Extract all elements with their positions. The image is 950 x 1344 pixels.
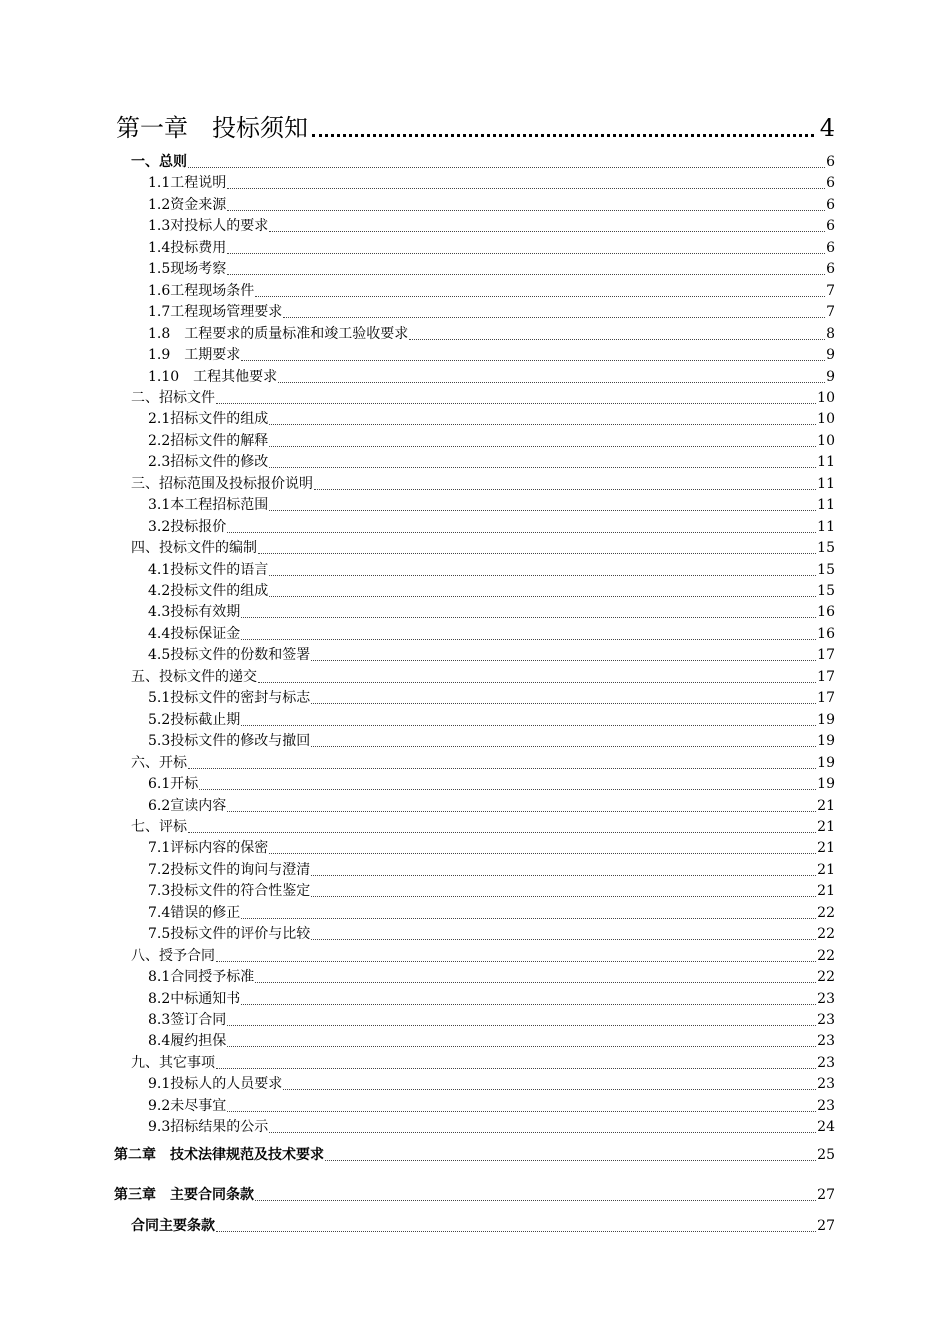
- toc-entry-title: 第三章 主要合同条款: [114, 1187, 254, 1203]
- dot-leader: [269, 592, 816, 597]
- toc-entry[interactable]: [148, 625, 835, 643]
- toc-entry-page-number: 22: [817, 904, 835, 921]
- toc-entry-title: 5.1投标文件的密封与标志: [148, 690, 311, 707]
- toc-entry-title: 八、授予合同: [131, 947, 215, 964]
- toc-entry[interactable]: [148, 260, 835, 278]
- toc-entry-title: 4.2投标文件的组成: [148, 583, 269, 599]
- toc-entry[interactable]: [148, 239, 835, 257]
- dot-leader: [216, 957, 816, 962]
- toc-entry[interactable]: [148, 732, 835, 750]
- dot-leader: [227, 528, 816, 533]
- dot-leader: [241, 914, 816, 919]
- toc-entry-page-number: 17: [817, 668, 835, 685]
- toc-entry-page-number: 21: [817, 797, 835, 814]
- dot-leader: [258, 549, 816, 554]
- dot-leader: [269, 1128, 816, 1133]
- toc-entry-page-number: 23: [817, 1012, 835, 1028]
- toc-entry[interactable]: [148, 1118, 835, 1136]
- toc-entry-page-number: 25: [817, 1147, 835, 1163]
- dot-leader: [227, 249, 825, 254]
- toc-entry-page-number: 21: [817, 840, 835, 857]
- dot-leader: [188, 828, 816, 833]
- toc-entry[interactable]: [148, 325, 835, 343]
- dot-leader: [227, 184, 825, 189]
- toc-entry-title: 8.2中标通知书: [148, 990, 241, 1007]
- toc-entry[interactable]: [148, 990, 835, 1008]
- toc-entry-title: 合同主要条款: [131, 1218, 215, 1234]
- toc-entry-page-number: 9: [826, 368, 835, 385]
- toc-entry[interactable]: [148, 303, 835, 321]
- toc-entry-page-number: 6: [826, 196, 835, 213]
- toc-entry[interactable]: [114, 1186, 835, 1204]
- toc-entry[interactable]: [148, 711, 835, 729]
- dot-leader: [269, 849, 816, 854]
- dot-leader: [325, 1156, 816, 1161]
- dot-leader: [227, 270, 825, 275]
- toc-entry-title: 1.10 工程其他要求: [148, 368, 278, 385]
- toc-entry[interactable]: [148, 410, 835, 428]
- toc-entry[interactable]: [114, 1146, 835, 1164]
- dot-leader: [227, 1021, 816, 1026]
- toc-entry-title: 7.2投标文件的询问与澄清: [148, 861, 311, 878]
- toc-entry-title: 2.2招标文件的解释: [148, 432, 269, 449]
- dot-leader: [314, 485, 816, 490]
- toc-entry-page-number: 7: [826, 282, 835, 299]
- toc-entry-title: 3.2投标报价: [148, 518, 227, 535]
- toc-entry-title: 1.9 工期要求: [148, 347, 241, 364]
- toc-entry[interactable]: [131, 947, 835, 965]
- dot-leader: [269, 420, 816, 425]
- toc-entry-page-number: 8: [826, 325, 835, 342]
- dot-leader: [227, 1107, 816, 1112]
- toc-entry-title: 9.2未尽事宜: [148, 1097, 227, 1114]
- toc-entry-title: 三、招标范围及投标报价说明: [131, 475, 313, 492]
- toc-entry-page-number: 6: [826, 218, 835, 235]
- toc-entry-title: 1.4投标费用: [148, 239, 227, 256]
- toc-entry[interactable]: [148, 925, 835, 943]
- toc-entry-title: 2.1招标文件的组成: [148, 411, 269, 428]
- toc-entry-title: 1.3对投标人的要求: [148, 218, 269, 235]
- toc-entry-page-number: 22: [817, 947, 835, 964]
- toc-entry-page-number: 23: [817, 1054, 835, 1071]
- toc-entry-page-number: 10: [817, 432, 835, 449]
- toc-entry[interactable]: [131, 818, 835, 836]
- toc-entry-page-number: 19: [817, 776, 835, 793]
- toc-entry-page-number: 11: [817, 518, 835, 535]
- toc-entry-title: 8.1合同授予标准: [148, 969, 255, 986]
- toc-entry-title: 7.4错误的修正: [148, 904, 241, 921]
- dot-leader: [241, 1000, 816, 1005]
- toc-entry-page-number: 11: [817, 454, 835, 471]
- toc-entry-page-number: 23: [817, 990, 835, 1007]
- toc-entry-page-number: 23: [817, 1097, 835, 1114]
- toc-entry-title: 1.1工程说明: [148, 175, 227, 192]
- toc-entry[interactable]: [148, 882, 835, 900]
- dot-leader: [269, 227, 825, 232]
- dot-leader: [255, 978, 816, 983]
- dot-leader: [258, 678, 816, 683]
- toc-entry-page-number: 10: [817, 389, 835, 406]
- dot-leader: [199, 785, 816, 790]
- dot-leader: [311, 892, 816, 897]
- toc-entry-page-number: 7: [826, 304, 835, 321]
- toc-entry-title: 7.5投标文件的评价与比较: [148, 926, 311, 943]
- toc-entry-page-number: 10: [817, 411, 835, 428]
- dot-leader: [188, 163, 825, 168]
- toc-entry-page-number: 15: [817, 583, 835, 599]
- toc-entry[interactable]: [148, 196, 835, 214]
- toc-entry-page-number: 22: [817, 969, 835, 986]
- toc-entry[interactable]: [131, 475, 835, 493]
- toc-entry-title: 1.2资金来源: [148, 196, 227, 213]
- dot-leader: [216, 399, 816, 404]
- toc-entry-title: 4.1投标文件的语言: [148, 561, 269, 578]
- toc-entry[interactable]: [131, 389, 835, 407]
- toc-entry[interactable]: [148, 282, 835, 300]
- toc-entry[interactable]: [148, 689, 835, 707]
- toc-entry-page-number: 15: [817, 540, 835, 557]
- toc-entry[interactable]: [116, 113, 835, 143]
- toc-entry-title: 第一章 投标须知: [116, 114, 308, 142]
- toc-entry-page-number: 21: [817, 818, 835, 835]
- toc-entry-page-number: 22: [817, 926, 835, 943]
- toc-entry-page-number: 17: [817, 647, 835, 664]
- dot-leader: [241, 635, 816, 640]
- dot-leader: [241, 721, 816, 726]
- dot-leader: [311, 699, 816, 704]
- toc-entry[interactable]: [148, 561, 835, 579]
- toc-entry[interactable]: [148, 368, 835, 386]
- toc-entry-title: 四、投标文件的编制: [131, 540, 257, 557]
- toc-entry-page-number: 6: [826, 239, 835, 256]
- dot-leader: [278, 378, 825, 383]
- dot-leader: [227, 206, 825, 211]
- dot-leader: [188, 764, 816, 769]
- toc-entry[interactable]: [131, 1217, 835, 1235]
- toc-entry-title: 6.2宣读内容: [148, 797, 227, 814]
- toc-entry-page-number: 23: [817, 1033, 835, 1050]
- toc-entry-title: 4.3投标有效期: [148, 604, 241, 621]
- dot-leader: [283, 313, 825, 318]
- toc-entry-page-number: 15: [817, 561, 835, 578]
- dot-leader: [241, 613, 816, 618]
- dot-leader: [269, 571, 816, 576]
- toc-entry-title: 六、开标: [131, 754, 187, 771]
- dot-leader: [216, 1064, 816, 1069]
- dot-leader: [241, 356, 825, 361]
- toc-entry-title: 第二章 技术法律规范及技术要求: [114, 1147, 324, 1163]
- dot-leader: [311, 871, 816, 876]
- toc-entry[interactable]: [131, 539, 835, 557]
- dot-leader: [227, 807, 816, 812]
- toc-entry[interactable]: [148, 646, 835, 664]
- dot-leader: [311, 742, 816, 747]
- toc-entry[interactable]: [148, 453, 835, 471]
- toc-entry-title: 8.4履约担保: [148, 1033, 227, 1050]
- toc-entry[interactable]: [131, 754, 835, 772]
- toc-entry-page-number: 21: [817, 861, 835, 878]
- toc-entry[interactable]: [148, 1032, 835, 1050]
- toc-entry-title: 8.3签订合同: [148, 1012, 227, 1028]
- toc-entry-page-number: 6: [826, 154, 835, 170]
- toc-entry[interactable]: [148, 775, 835, 793]
- toc-entry[interactable]: [131, 1054, 835, 1072]
- toc-entry[interactable]: [148, 861, 835, 879]
- toc-entry[interactable]: [148, 797, 835, 815]
- toc-entry-title: 3.1本工程招标范围: [148, 497, 269, 514]
- toc-entry-page-number: 4: [819, 114, 835, 142]
- toc-entry-page-number: 19: [817, 711, 835, 728]
- dot-leader: [269, 442, 816, 447]
- toc-entry-page-number: 9: [826, 347, 835, 364]
- toc-entry-title: 5.3投标文件的修改与撤回: [148, 733, 311, 750]
- toc-entry[interactable]: [148, 1011, 835, 1029]
- toc-entry-page-number: 11: [817, 475, 835, 492]
- dot-leader: [269, 506, 816, 511]
- toc-entry-page-number: 19: [817, 733, 835, 750]
- dot-leader: [311, 935, 816, 940]
- toc-entry-page-number: 6: [826, 261, 835, 278]
- toc-entry-title: 4.5投标文件的份数和签署: [148, 647, 311, 664]
- toc-entry-page-number: 21: [817, 883, 835, 900]
- toc-entry-title: 一、总则: [131, 154, 187, 170]
- dot-leader: [255, 292, 825, 297]
- toc-entry-page-number: 27: [817, 1218, 835, 1234]
- dot-leader: [216, 1227, 816, 1232]
- toc-entry-title: 5.2投标截止期: [148, 711, 241, 728]
- toc-entry[interactable]: [131, 668, 835, 686]
- toc-entry-page-number: 23: [817, 1076, 835, 1093]
- toc-entry-title: 七、评标: [131, 818, 187, 835]
- toc-entry[interactable]: [148, 496, 835, 514]
- toc-entry-title: 1.8 工程要求的质量标准和竣工验收要求: [148, 325, 409, 342]
- toc-entry-page-number: 24: [817, 1119, 835, 1136]
- toc-entry-title: 1.6工程现场条件: [148, 282, 255, 299]
- toc-entry-title: 1.5现场考察: [148, 261, 227, 278]
- toc-entry[interactable]: [148, 904, 835, 922]
- toc-entry-page-number: 19: [817, 754, 835, 771]
- toc-entry[interactable]: [148, 346, 835, 364]
- toc-entry-title: 6.1开标: [148, 776, 199, 793]
- toc-entry[interactable]: [148, 1097, 835, 1115]
- toc-entry-title: 1.7工程现场管理要求: [148, 304, 283, 321]
- toc-entry-page-number: 27: [817, 1187, 835, 1203]
- dot-leader: [311, 656, 816, 661]
- toc-entry[interactable]: [148, 582, 835, 600]
- dot-leader: [283, 1085, 816, 1090]
- toc-entry[interactable]: [148, 518, 835, 536]
- toc-entry-title: 9.1投标人的人员要求: [148, 1076, 283, 1093]
- toc-entry-page-number: 16: [817, 604, 835, 621]
- toc-entry-title: 9.3招标结果的公示: [148, 1119, 269, 1136]
- toc-entry-page-number: 17: [817, 690, 835, 707]
- dot-leader: [255, 1196, 816, 1201]
- dot-leader: [312, 130, 814, 137]
- toc-entry-title: 7.1评标内容的保密: [148, 840, 269, 857]
- toc-entry[interactable]: [148, 968, 835, 986]
- toc-entry-title: 九、其它事项: [131, 1054, 215, 1071]
- toc-entry[interactable]: [131, 153, 835, 171]
- toc-entry[interactable]: [148, 432, 835, 450]
- toc-entry[interactable]: [148, 1075, 835, 1093]
- toc-entry[interactable]: [148, 217, 835, 235]
- toc-entry[interactable]: [148, 603, 835, 621]
- toc-entry-page-number: 6: [826, 175, 835, 192]
- toc-entry-page-number: 16: [817, 625, 835, 642]
- toc-entry-title: 2.3招标文件的修改: [148, 454, 269, 471]
- toc-entry-title: 4.4投标保证金: [148, 625, 241, 642]
- toc-entry-title: 7.3投标文件的符合性鉴定: [148, 883, 311, 900]
- dot-leader: [227, 1042, 816, 1047]
- toc-entry[interactable]: [148, 174, 835, 192]
- toc-entry[interactable]: [148, 839, 835, 857]
- dot-leader: [269, 463, 816, 468]
- dot-leader: [409, 335, 825, 340]
- toc-entry-title: 五、投标文件的递交: [131, 668, 257, 685]
- toc-entry-title: 二、招标文件: [131, 389, 215, 406]
- toc-entry-page-number: 11: [817, 497, 835, 514]
